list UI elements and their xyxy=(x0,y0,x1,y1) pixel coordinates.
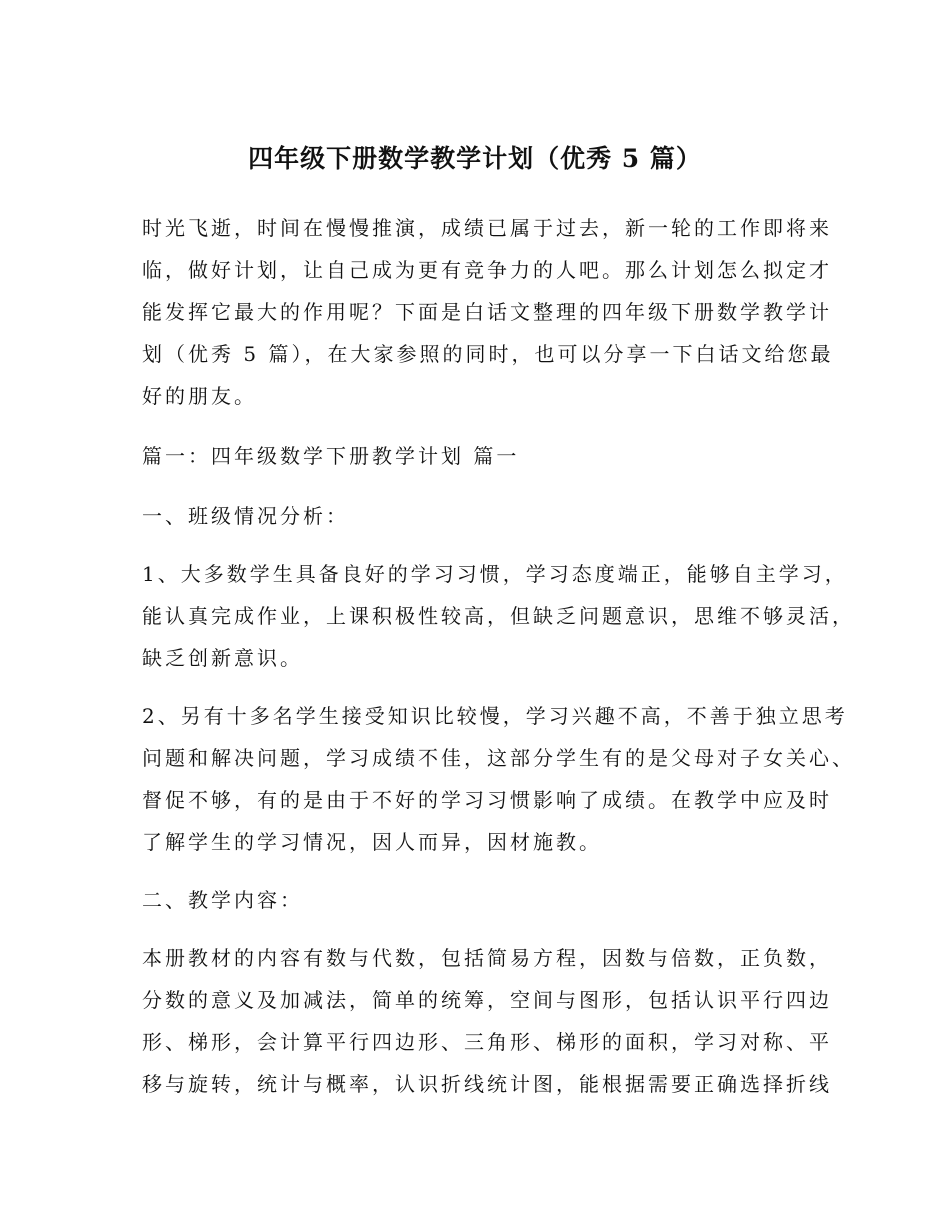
paragraph-line: 移与旋转，统计与概率，认识折线统计图，能根据需要正确选择折线 xyxy=(142,1072,832,1096)
chapter-heading: 篇一：四年级数学下册教学计划 篇一 xyxy=(142,444,520,468)
intro-line: 划（优秀 5 篇），在大家参照的同时，也可以分享一下白话文给您最 xyxy=(142,342,834,366)
paragraph-line: 2、另有十多名学生接受知识比较慢，学习兴趣不高，不善于独立思考 xyxy=(142,704,848,728)
section-heading: 二、教学内容： xyxy=(142,888,303,912)
paragraph-line: 本册教材的内容有数与代数，包括简易方程，因数与倍数，正负数， xyxy=(142,946,832,970)
intro-line: 好的朋友。 xyxy=(142,384,257,408)
paragraph-line: 了解学生的学习情况，因人而异，因材施教。 xyxy=(142,830,602,854)
paragraph-line: 形、梯形，会计算平行四边形、三角形、梯形的面积，学习对称、平 xyxy=(142,1030,832,1054)
section-heading: 一、班级情况分析： xyxy=(142,504,349,528)
intro-line: 能发挥它最大的作用呢？下面是白话文整理的四年级下册数学教学计 xyxy=(142,300,832,324)
paragraph-line: 缺乏创新意识。 xyxy=(142,646,303,670)
paragraph-line: 能认真完成作业，上课积极性较高，但缺乏问题意识，思维不够灵活， xyxy=(142,604,855,628)
paragraph-line: 分数的意义及加减法，简单的统筹，空间与图形，包括认识平行四边 xyxy=(142,988,832,1012)
paragraph-line: 问题和解决问题，学习成绩不佳，这部分学生有的是父母对子女关心、 xyxy=(142,746,855,770)
paragraph-line: 1、大多数学生具备良好的学习习惯，学习态度端正，能够自主学习， xyxy=(142,562,848,586)
intro-line: 临，做好计划，让自己成为更有竞争力的人吧。那么计划怎么拟定才 xyxy=(142,258,832,282)
paragraph-line: 督促不够，有的是由于不好的学习习惯影响了成绩。在教学中应及时 xyxy=(142,788,832,812)
intro-line: 时光飞逝，时间在慢慢推演，成绩已属于过去，新一轮的工作即将来 xyxy=(142,216,832,240)
document-title: 四年级下册数学教学计划（优秀 5 篇） xyxy=(248,144,702,173)
